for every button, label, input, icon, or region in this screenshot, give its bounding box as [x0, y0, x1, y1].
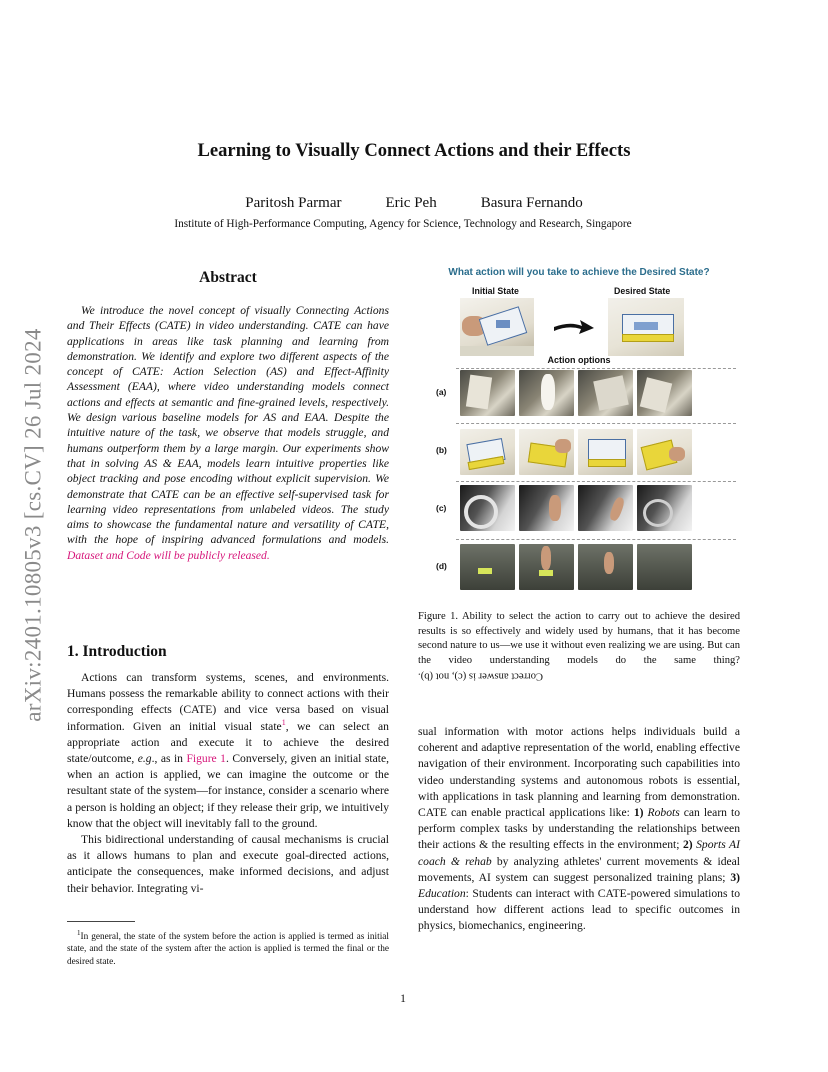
- option-c-frame-4: [637, 485, 692, 531]
- caption-text: Figure 1. Ability to select the action to carry out to achieve the desired results is so effectively and widely used by humans, that it has become second nature to us—we use it without even realizing we are using. But can the video understanding models do the same thing?: [418, 611, 740, 666]
- row-divider: [456, 539, 736, 540]
- figure-1-caption: [418, 610, 740, 683]
- intro-paragraph-2: This bidirectional understanding of causal mechanisms is crucial as it allows humans to plan and execute goal-directed actions, anticipate the consequences, make informed decisions, and adjust their behavior. Integrating vi-: [67, 833, 389, 895]
- row-divider: [456, 423, 736, 424]
- row-divider: [456, 368, 736, 369]
- abstract-heading: Abstract: [199, 269, 257, 286]
- page-number: 1: [400, 992, 406, 1005]
- option-d-frame-2: [519, 544, 574, 590]
- arxiv-identifier-stamp: [22, 295, 46, 755]
- abstract-body: [67, 303, 389, 563]
- introduction-body: [67, 670, 389, 897]
- option-b-frame-2: [519, 429, 574, 475]
- option-a-frame-3: [578, 370, 633, 416]
- figure-1: [418, 263, 740, 605]
- arrow-right-icon: [552, 315, 596, 337]
- option-a-frame-1: [460, 370, 515, 416]
- arxiv-stamp-text: arXiv:2401.10805v3 [cs.CV] 26 Jul 2024: [21, 328, 46, 722]
- figure-1-link[interactable]: Figure 1: [186, 752, 226, 766]
- flipped-answer: Correct answer is (c), not (b).: [418, 670, 544, 682]
- desired-state-label: Desired State: [614, 286, 671, 296]
- option-c-frame-3: [578, 485, 633, 531]
- author-name: Paritosh Parmar: [245, 195, 342, 211]
- option-label-a: (a): [436, 387, 447, 397]
- footnote-marker[interactable]: 1: [281, 717, 286, 727]
- footnote: $^1$In general, the state of the system before the action is applied is termed as initial state, and the state of the system after the action is applied is termed the final or the desired state.: [67, 929, 389, 967]
- desired-state-image: [608, 298, 684, 356]
- author-name: Basura Fernando: [480, 195, 583, 211]
- author-name: Eric Peh: [385, 195, 437, 211]
- action-options-heading: Action options: [547, 355, 611, 365]
- option-d-frame-4: [637, 544, 692, 590]
- option-d-frame-1: [460, 544, 515, 590]
- dataset-code-link[interactable]: Dataset and Code will be publicly released.: [67, 548, 270, 562]
- option-b-frame-4: [637, 429, 692, 475]
- footnote-divider: [67, 921, 135, 922]
- option-c-frame-2: [519, 485, 574, 531]
- paper-title: Learning to Visually Connect Actions and their Effects: [197, 140, 631, 161]
- column-2-body: sual information with motor actions helps individuals build a coherent and adaptive representation of the world, enabling effective navigation of their environment. Incorporating such capabilities into video understanding systems and autonomous robots is essential, with applications in task planning and learning from demonstration. CATE can enable practical applications like: 1) Robots can learn to perform complex tasks by understanding the relationships between their actions & the resulting effects in the environment; 2) Sports AI coach & rehab by analyzing athletes' current movements & ideal movements, AI system can suggest personalized training plans; 3) Education: Students can interact with CATE-powered simulations to understand how different actions lead to specific outcomes in physics, biomechanics, engineering.: [418, 725, 740, 933]
- intro-paragraph-1: Actions can transform systems, scenes, and environments. Humans possess the remarkable ability to connect actions with their corresponding effects (CATE) and vice versa based on visual information. Given an initial visual state$^1$, we can select an appropriate action and execute it to achieve the desired state/outcome, e.g., as in Figure 1. Conversely, given an initial state, when an action is applied, we can imagine the outcome or the resultant state of the system—for instance, consider a scenario where a person is holding an object; if they release their grip, we intuitively know that the object will inevitably fall to the ground.: [67, 671, 389, 830]
- option-label-b: (b): [436, 445, 447, 455]
- option-label-c: (c): [436, 503, 447, 513]
- option-b-frame-3: [578, 429, 633, 475]
- option-a-frame-2: [519, 370, 574, 416]
- option-label-d: (d): [436, 561, 447, 571]
- figure-question: What action will you take to achieve the Desired State?: [448, 267, 710, 278]
- abstract-text: We introduce the novel concept of visually Connecting Actions and Their Effects (CATE) in video understanding. CATE can have applications in areas like task planning and learning from demonstration. We identify and explore two different aspects of the concept of CATE: Action Selection (AS) and Effect-Affinity Assessment (EAA), where video understanding models connect actions and effects at semantic and fine-grained levels, respectively. We design various baseline models for AS and EAA. Despite the intuitive nature of the task, we observe that models struggle, and humans outperform them by a large margin. Our experiments show that in solving AS & EAA, models learn intuitive properties like object tracking and pose encoding without explicit supervision. We demonstrate that CATE can be an effective self-supervised task for learning video representations from unlabeled videos. The study aims to showcase the fundamental nature and versatility of CATE, with the hope of inspiring advanced formulations and models.: [67, 304, 389, 547]
- option-b-frame-1: [460, 429, 515, 475]
- initial-state-label: Initial State: [472, 286, 519, 296]
- introduction-heading: 1. Introduction: [67, 643, 167, 660]
- author-list: [0, 195, 828, 212]
- option-c-frame-1: [460, 485, 515, 531]
- row-divider: [456, 481, 736, 482]
- option-a-frame-4: [637, 370, 692, 416]
- option-d-frame-3: [578, 544, 633, 590]
- affiliation: Institute of High-Performance Computing, Agency for Science, Technology and Research, Singapore: [174, 218, 632, 230]
- initial-state-image: [460, 298, 534, 356]
